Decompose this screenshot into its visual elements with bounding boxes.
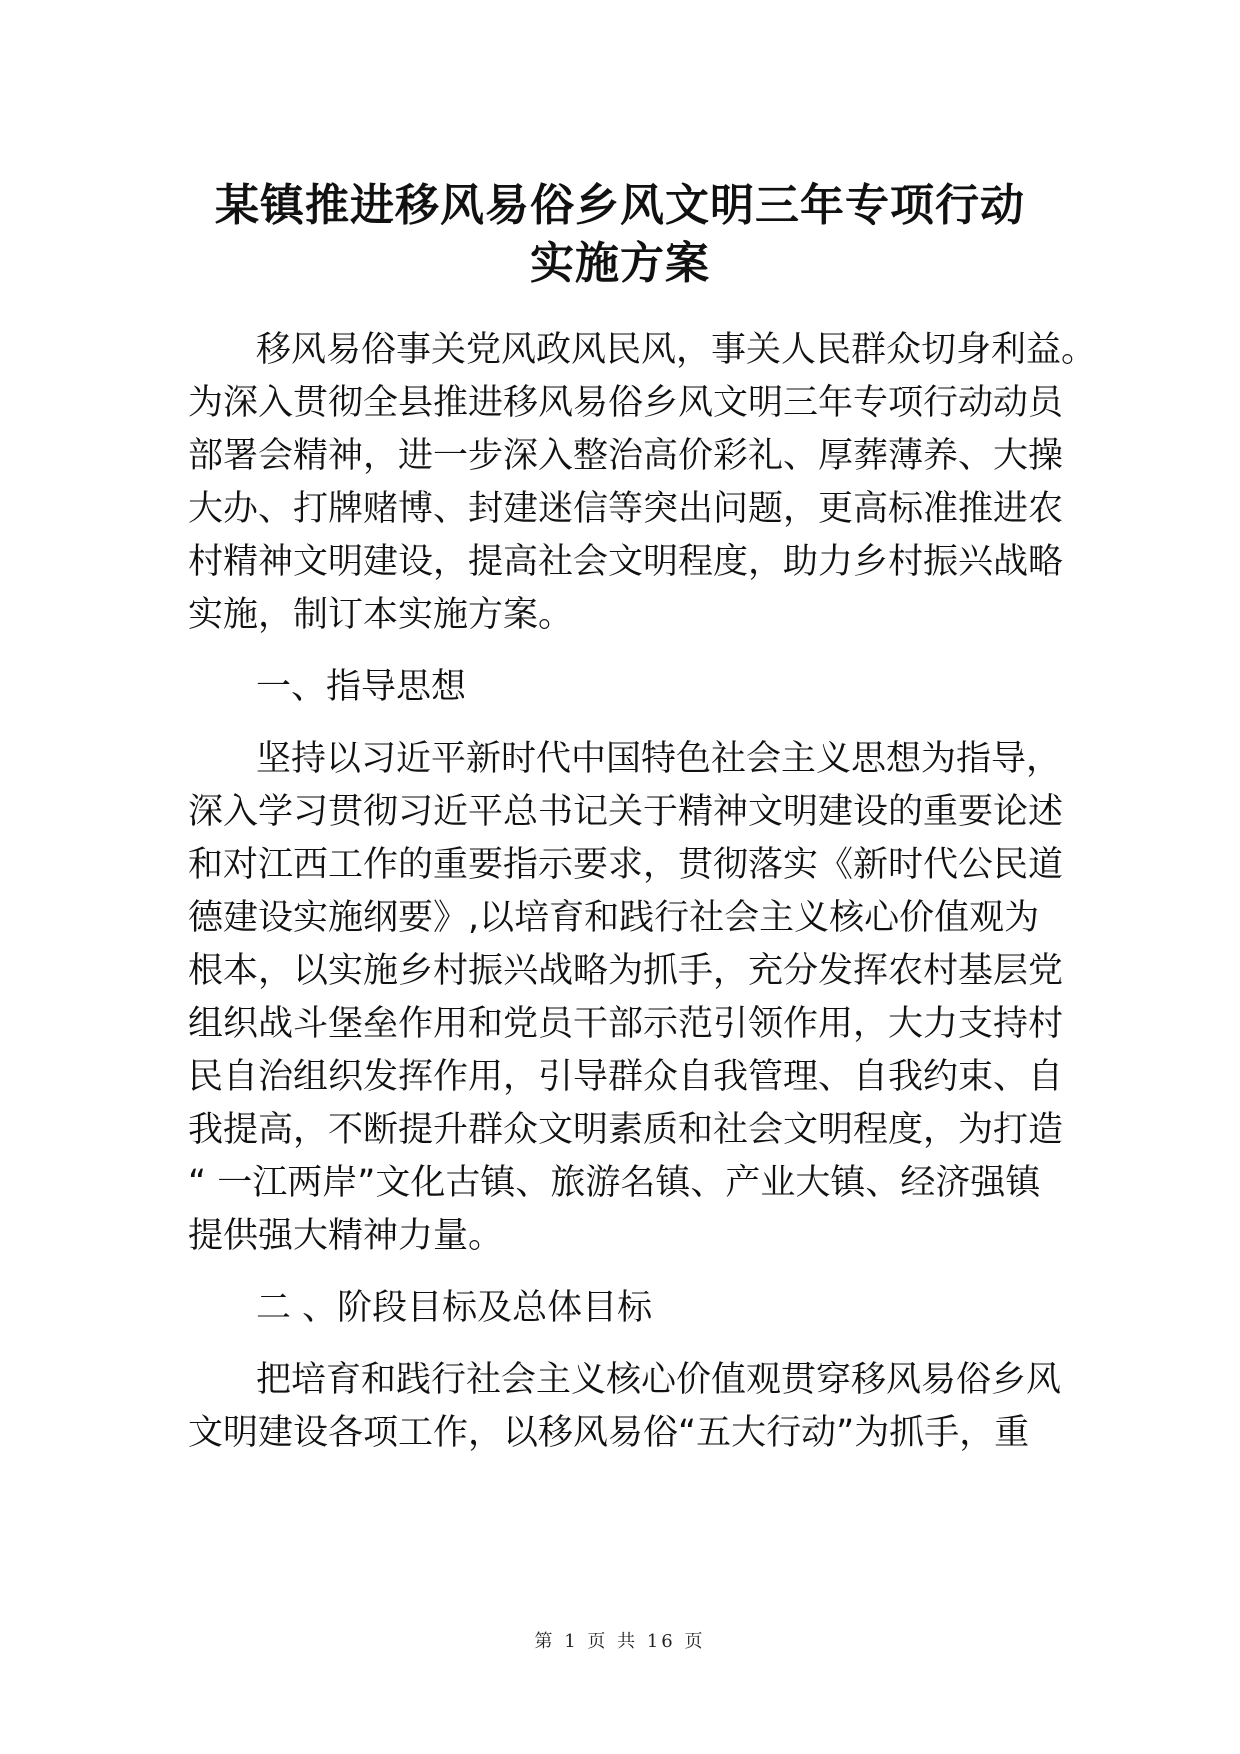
- paragraph-line: 深入学习贯彻习近平总书记关于精神文明建设的重要论述: [188, 792, 1064, 832]
- paragraph-line: 实施，制订本实施方案。: [188, 595, 574, 635]
- paragraph-line: 德建设实施纲要》,以培育和践行社会主义核心价值观为: [188, 898, 1040, 938]
- paragraph-line: 和对江西工作的重要指示要求，贯彻落实《新时代公民道: [188, 845, 1064, 885]
- paragraph-line: 我提高，不断提升群众文明素质和社会文明程度，为打造: [188, 1110, 1064, 1150]
- paragraph-line: 提供强大精神力量。: [188, 1216, 504, 1256]
- document-title-line-1: 某镇推进移风易俗乡风文明三年专项行动: [215, 180, 1025, 231]
- paragraph-line: 移风易俗事关党风政风民风，事关人民群众切身利益。: [256, 330, 1097, 370]
- section-heading: 二 、阶段目标及总体目标: [256, 1288, 653, 1328]
- paragraph-line: “ 一江两岸”文化古镇、旅游名镇、产业大镇、经济强镇: [188, 1163, 1041, 1203]
- paragraph-line: 为深入贯彻全县推进移风易俗乡风文明三年专项行动动员: [188, 383, 1064, 423]
- paragraph-line: 村精神文明建设，提高社会文明程度，助力乡村振兴战略: [188, 542, 1064, 582]
- page-number-footer: 第 1 页 共 16 页: [534, 1631, 706, 1652]
- document-title-line-2: 实施方案: [530, 238, 710, 289]
- section-heading: 一、指导思想: [256, 667, 467, 707]
- paragraph-line: 文明建设各项工作，以移风易俗“五大行动”为抓手，重: [188, 1413, 1030, 1453]
- paragraph-line: 大办、打牌赌博、封建迷信等突出问题，更高标准推进农: [188, 489, 1064, 529]
- paragraph-line: 部署会精神，进一步深入整治高价彩礼、厚葬薄养、大操: [188, 436, 1064, 476]
- paragraph-line: 坚持以习近平新时代中国特色社会主义思想为指导，: [256, 739, 1062, 779]
- paragraph-line: 组织战斗堡垒作用和党员干部示范引领作用，大力支持村: [188, 1004, 1064, 1044]
- paragraph-line: 根本，以实施乡村振兴战略为抓手，充分发挥农村基层党: [188, 951, 1064, 991]
- paragraph-line: 把培育和践行社会主义核心价值观贯穿移风易俗乡风: [256, 1360, 1062, 1400]
- paragraph-line: 民自治组织发挥作用，引导群众自我管理、自我约束、自: [188, 1057, 1064, 1097]
